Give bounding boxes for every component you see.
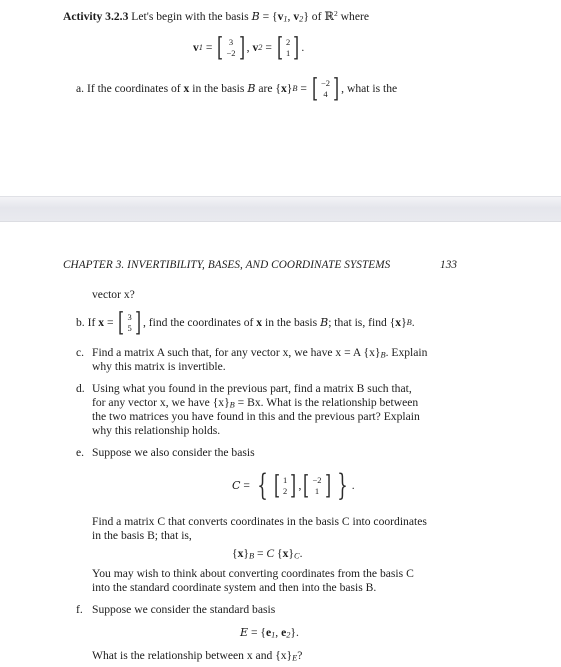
v2-entry-1: 2 [285, 37, 291, 47]
part-b-text4: ; that is, find [328, 315, 387, 329]
c-vector-1: [ 1 2 ] [273, 471, 297, 501]
part-a-coords-vector: [ −2 4 ] [311, 74, 340, 104]
part-e-line3: in the basis B; that is, [92, 529, 192, 542]
page-gap [0, 196, 561, 222]
activity-of: of [311, 10, 322, 23]
part-b-text1: If [87, 315, 96, 329]
part-b-x-1: 3 [127, 312, 132, 322]
v1-vector: [ 3 −2 ] [217, 33, 245, 63]
part-a-text4: , what is the [341, 81, 398, 95]
v1-sub: 1 [198, 42, 203, 52]
part-d-line2a: for any vector x, we have {x} [92, 396, 230, 409]
c-vec2-entry-1: −2 [312, 475, 322, 485]
part-c-line1-end: . Explain [385, 346, 428, 359]
conversion-equation: {x}B = C {x}C. [232, 547, 303, 561]
chapter-title: CHAPTER 3. INVERTIBILITY, BASES, AND COORDINATE SYSTEMS [63, 259, 391, 271]
part-a-text1: If the coordinates of [86, 81, 181, 95]
page-top [0, 0, 561, 196]
part-d-line2: for any vector x, we have {x}B = Bx. What is the relationship between [92, 396, 419, 410]
part-e-line5: into the standard coordinate system and then into the basis B. [92, 581, 377, 594]
part-f-letter: f. [76, 603, 83, 616]
c-vec1-entry-1: 1 [283, 475, 288, 485]
part-f-line2: What is the relationship between x and {x}E? [92, 649, 303, 663]
v1-entry-2: −2 [226, 48, 236, 58]
v1-entry-1: 3 [228, 37, 234, 47]
activity-intro-line: Activity 3.2.3 Let's begin with the basis B = {v1, v2} of ℝ$^2$ where [63, 8, 369, 24]
part-c-line1-text: Find a matrix A such that, for any vector x, we have x = A {x} [92, 346, 381, 359]
chapter-header [63, 258, 390, 272]
part-b-text2: , find the coordinates of [142, 315, 254, 329]
part-e-line2: Find a matrix C that converts coordinates in the basis C into coordinates [92, 515, 427, 528]
c-vec1-entry-2: 2 [283, 486, 288, 496]
part-a-coord-2: 4 [323, 89, 328, 99]
part-b: b. If x = [ 3 5 ] , find the coordinates of x in the basis B ; that is, find { x } B . [76, 308, 415, 338]
part-d-line3: the two matrices you have found in this and the previous part? Explain [92, 410, 420, 423]
part-d-line4: why this relationship holds. [92, 424, 221, 437]
activity-label: Activity 3.2.3 [63, 10, 129, 23]
v2-label: v [252, 40, 259, 54]
v2-entry-2: 1 [285, 48, 291, 58]
part-a-coord-1: −2 [320, 78, 330, 88]
part-a-text3: are [258, 81, 273, 95]
part-a-continued: vector x? [92, 288, 135, 301]
activity-intro: Let's begin with the basis [131, 10, 249, 23]
page-number: 133 [440, 259, 458, 271]
basis-symbol: B [251, 10, 260, 23]
activity-where: where [340, 10, 369, 23]
part-b-letter: b. [76, 315, 85, 329]
v1-label: v [193, 40, 199, 54]
part-a-letter: a. [76, 81, 85, 95]
standard-basis-equation: E = {e1, e2}. [240, 626, 299, 640]
part-a: a. If the coordinates of x in the basis B are { x } B = [ −2 4 ] , what is the [76, 74, 398, 104]
part-b-x-2: 5 [127, 323, 132, 333]
part-f-line1: Suppose we consider the standard basis [92, 603, 276, 616]
part-b-x-vector: [ 3 5 ] [118, 308, 141, 338]
part-c-letter: c. [76, 346, 85, 359]
basis-c-display: C = { [ 1 2 ] , [ −2 1 ] } . [232, 468, 355, 503]
part-c-line2: why this matrix is invertible. [92, 360, 226, 373]
v2-sub: 2 [258, 42, 263, 52]
c-vec2-entry-2: 1 [314, 486, 320, 496]
part-b-text3: in the basis [265, 315, 318, 329]
part-d-line1: Using what you found in the previous part, find a matrix B such that, [92, 382, 412, 395]
part-f-line2-end: ? [297, 649, 303, 662]
v2-vector: [ 2 1 ] [276, 33, 300, 63]
page-bottom [0, 222, 561, 667]
part-e-line1: Suppose we also consider the basis [92, 446, 255, 459]
part-e-letter: e. [76, 446, 85, 459]
c-vector-2: [ −2 1 ] [303, 471, 331, 501]
part-f-line2-text: What is the relationship between x and {x} [92, 649, 293, 662]
part-c-line1: Find a matrix A such that, for any vector x, we have x = A {x}B. Explain [92, 346, 428, 360]
basis-vectors-display: v 1 = [ 3 −2 ] , v 2 = [ 2 1 ] . [193, 33, 305, 63]
part-d-line2b: = Bx. What is the relationship between [234, 396, 419, 409]
part-e-line4: You may wish to think about converting coordinates from the basis C [92, 567, 414, 580]
part-a-text2: in the basis [192, 81, 245, 95]
part-d-letter: d. [76, 382, 85, 395]
